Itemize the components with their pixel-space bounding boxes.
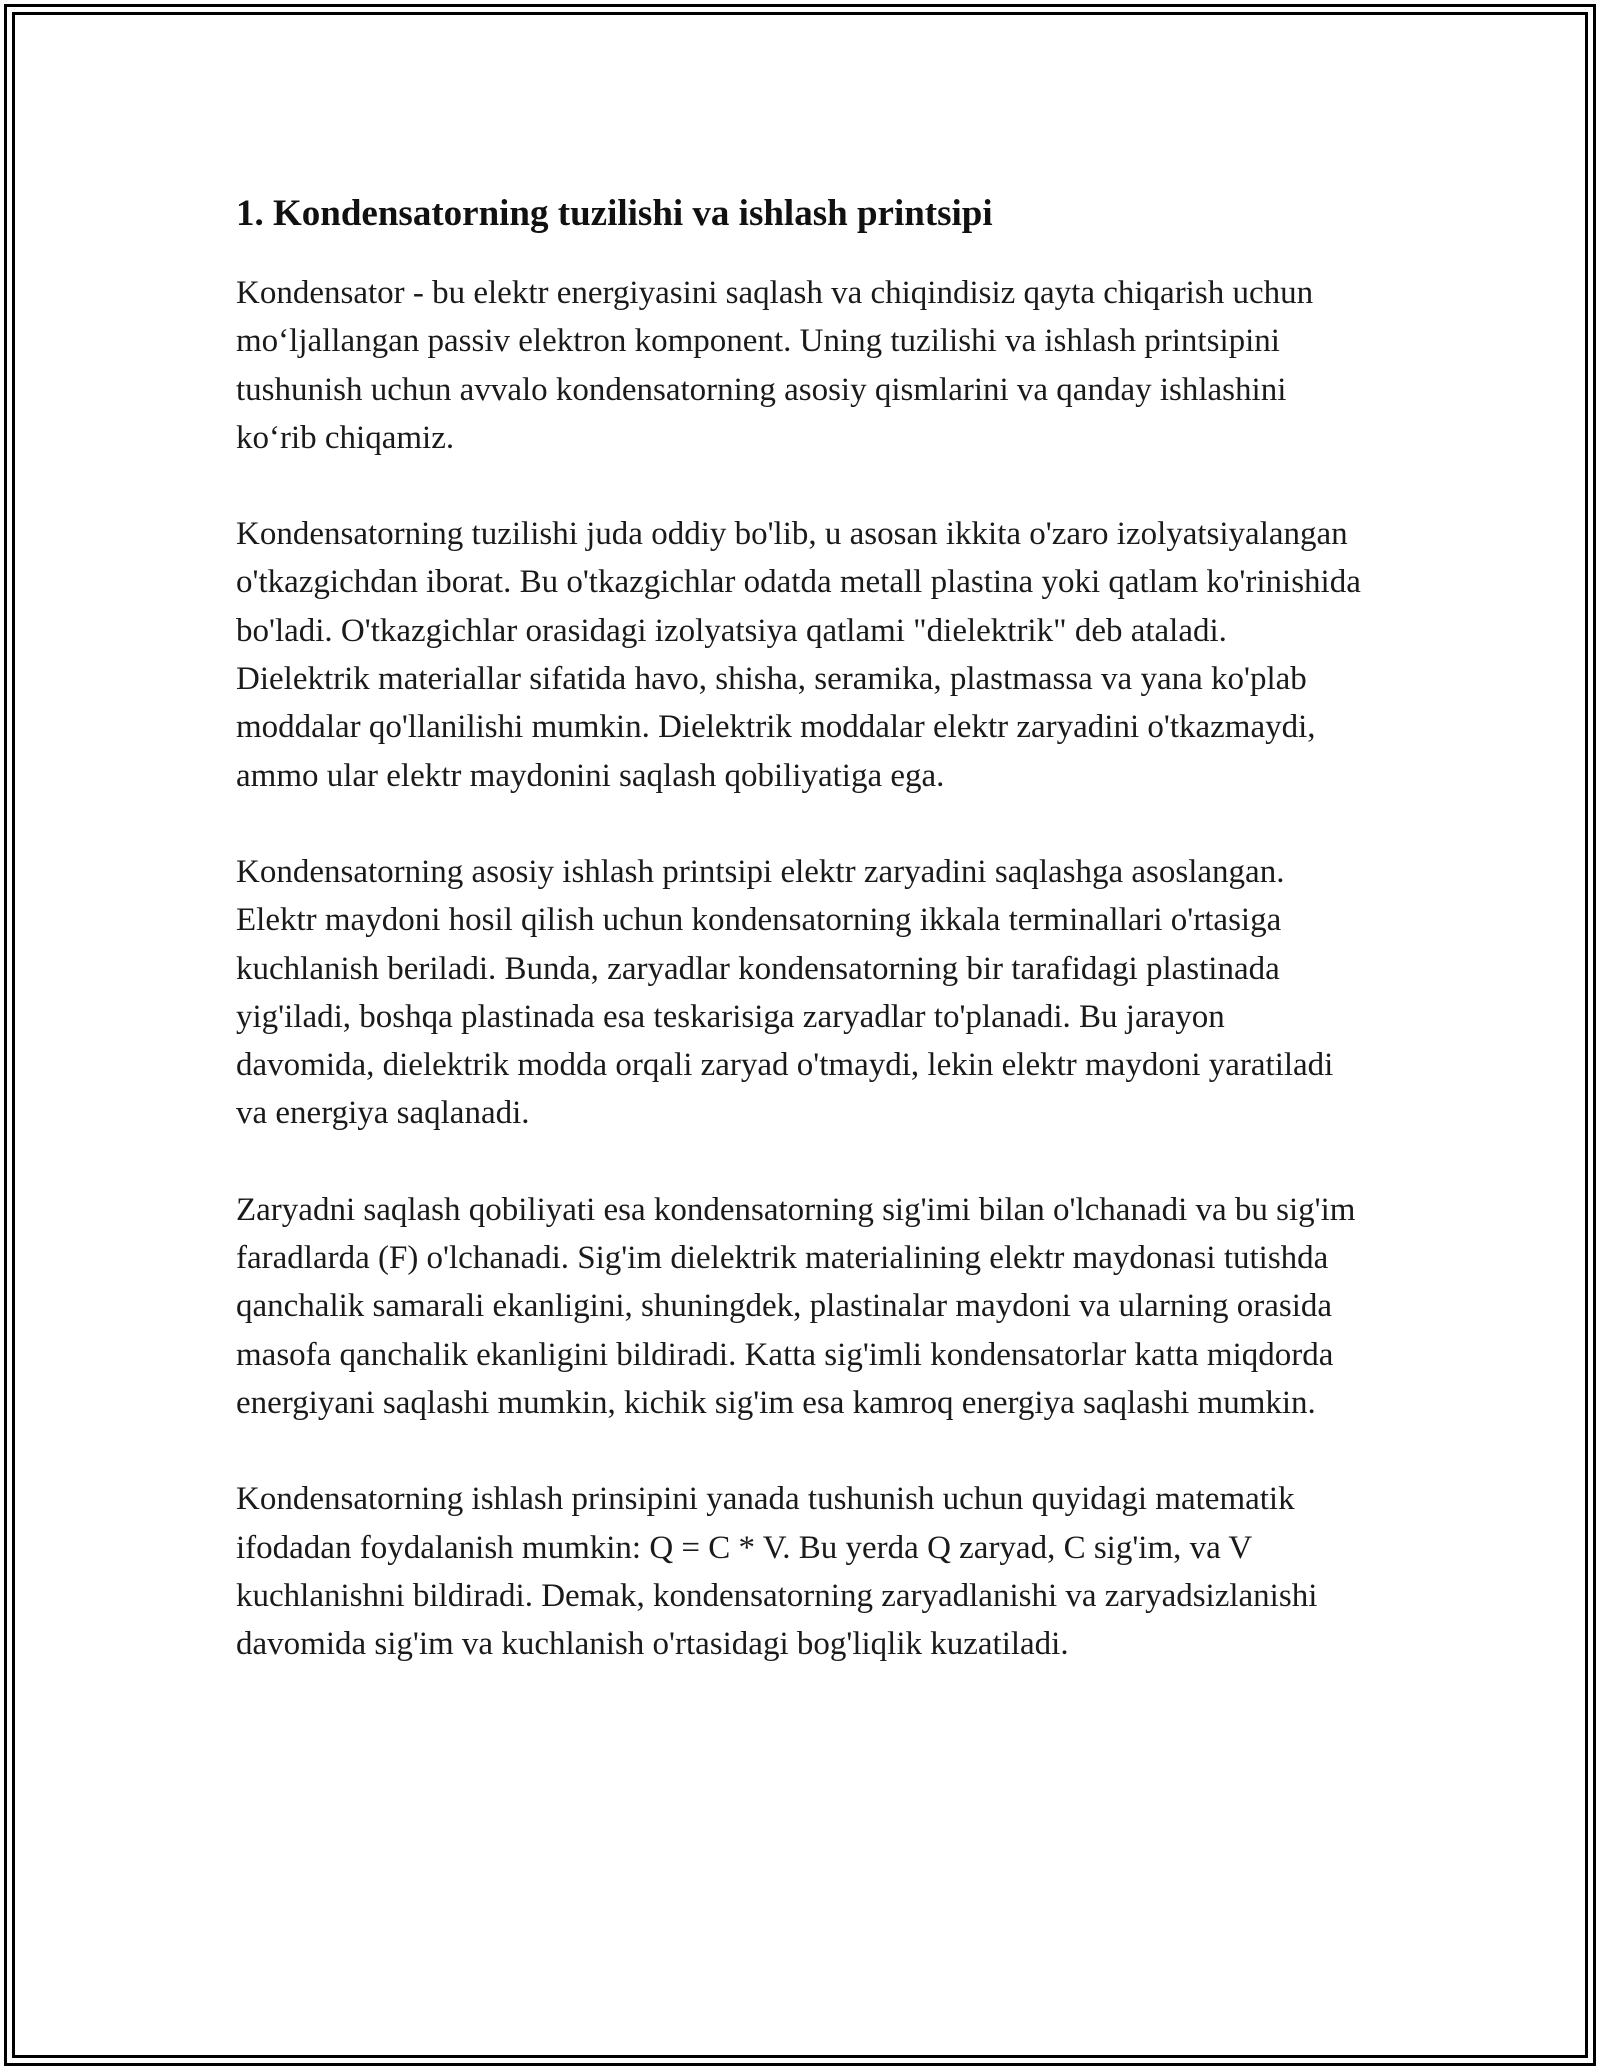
paragraph-formula: Kondensatorning ishlash prinsipini yanada tushunish uchun quyidagi matematik ifodadan foydalanish mumkin: Q = C * V. Bu yerda Q zaryad, C sig'im, va V kuchlanishni bildiradi. Demak, kondensatorning zaryadlanishi va zaryadsizlanishi davomida sig'im va kuchlanish o'rtasidagi bog'liqlik kuzatiladi.: [236, 1481, 1318, 1663]
document-body: [236, 186, 1366, 1716]
section-heading: 1. Kondensatorning tuzilishi va ishlash printsipi: [236, 193, 993, 234]
paragraph-capacitance: Zaryadni saqlash qobiliyati esa kondensatorning sig'imi bilan o'lchanadi va bu sig'im faradlarda (F) o'lchanadi. Sig'im dielektrik materialining elektr maydonasi tutishda qanchalik samarali ekanligini, shuningdek, plastinalar maydoni va ularning orasida masofa qanchalik ekanligini bildiradi. Katta sig'imli kondensatorlar katta miqdorda energiyani saqlashi mumkin, kichik sig'im esa kamroq energiya saqlashi mumkin.: [236, 1191, 1356, 1421]
paragraph-structure: Kondensatorning tuzilishi juda oddiy bo'lib, u asosan ikkita o'zaro izolyatsiyalangan o'tkazgichdan iborat. Bu o'tkazgichlar odatda metall plastina yoki qatlam ko'rinishida bo'ladi. O'tkazgichlar orasidagi izolyatsiya qatlami "dielektrik" deb ataladi. Dielektrik materiallar sifatida havo, shisha, seramika, plastmassa va yana ko'plab moddalar qo'llanilishi mumkin. Dielektrik moddalar elektr zaryadini o'tkazmaydi, ammo ular elektr maydonini saqlash qobiliyatiga ega.: [236, 516, 1361, 794]
paragraph-working-principle: Kondensatorning asosiy ishlash printsipi elektr zaryadini saqlashga asoslangan. Elektr maydoni hosil qilish uchun kondensatorning ikkala terminallari o'rtasiga kuchlanish beriladi. Bunda, zaryadlar kondensatorning bir tarafidagi plastinada yig'iladi, boshqa plastinada esa teskarisiga zaryadlar to'planadi. Bu jarayon davomida, dielektrik modda orqali zaryad o'tmaydi, lekin elektr maydoni yaratiladi va energiya saqlanadi.: [236, 853, 1334, 1132]
paragraph-intro: Kondensator - bu elektr energiyasini saqlash va chiqindisiz qayta chiqarish uchun mo‘ljallangan passiv elektron komponent. Uning tuzilishi va ishlash printsipini tushunish uchun avvalo kondensatorning asosiy qismlarini va qanday ishlashini ko‘rib chiqamiz.: [236, 275, 1314, 456]
